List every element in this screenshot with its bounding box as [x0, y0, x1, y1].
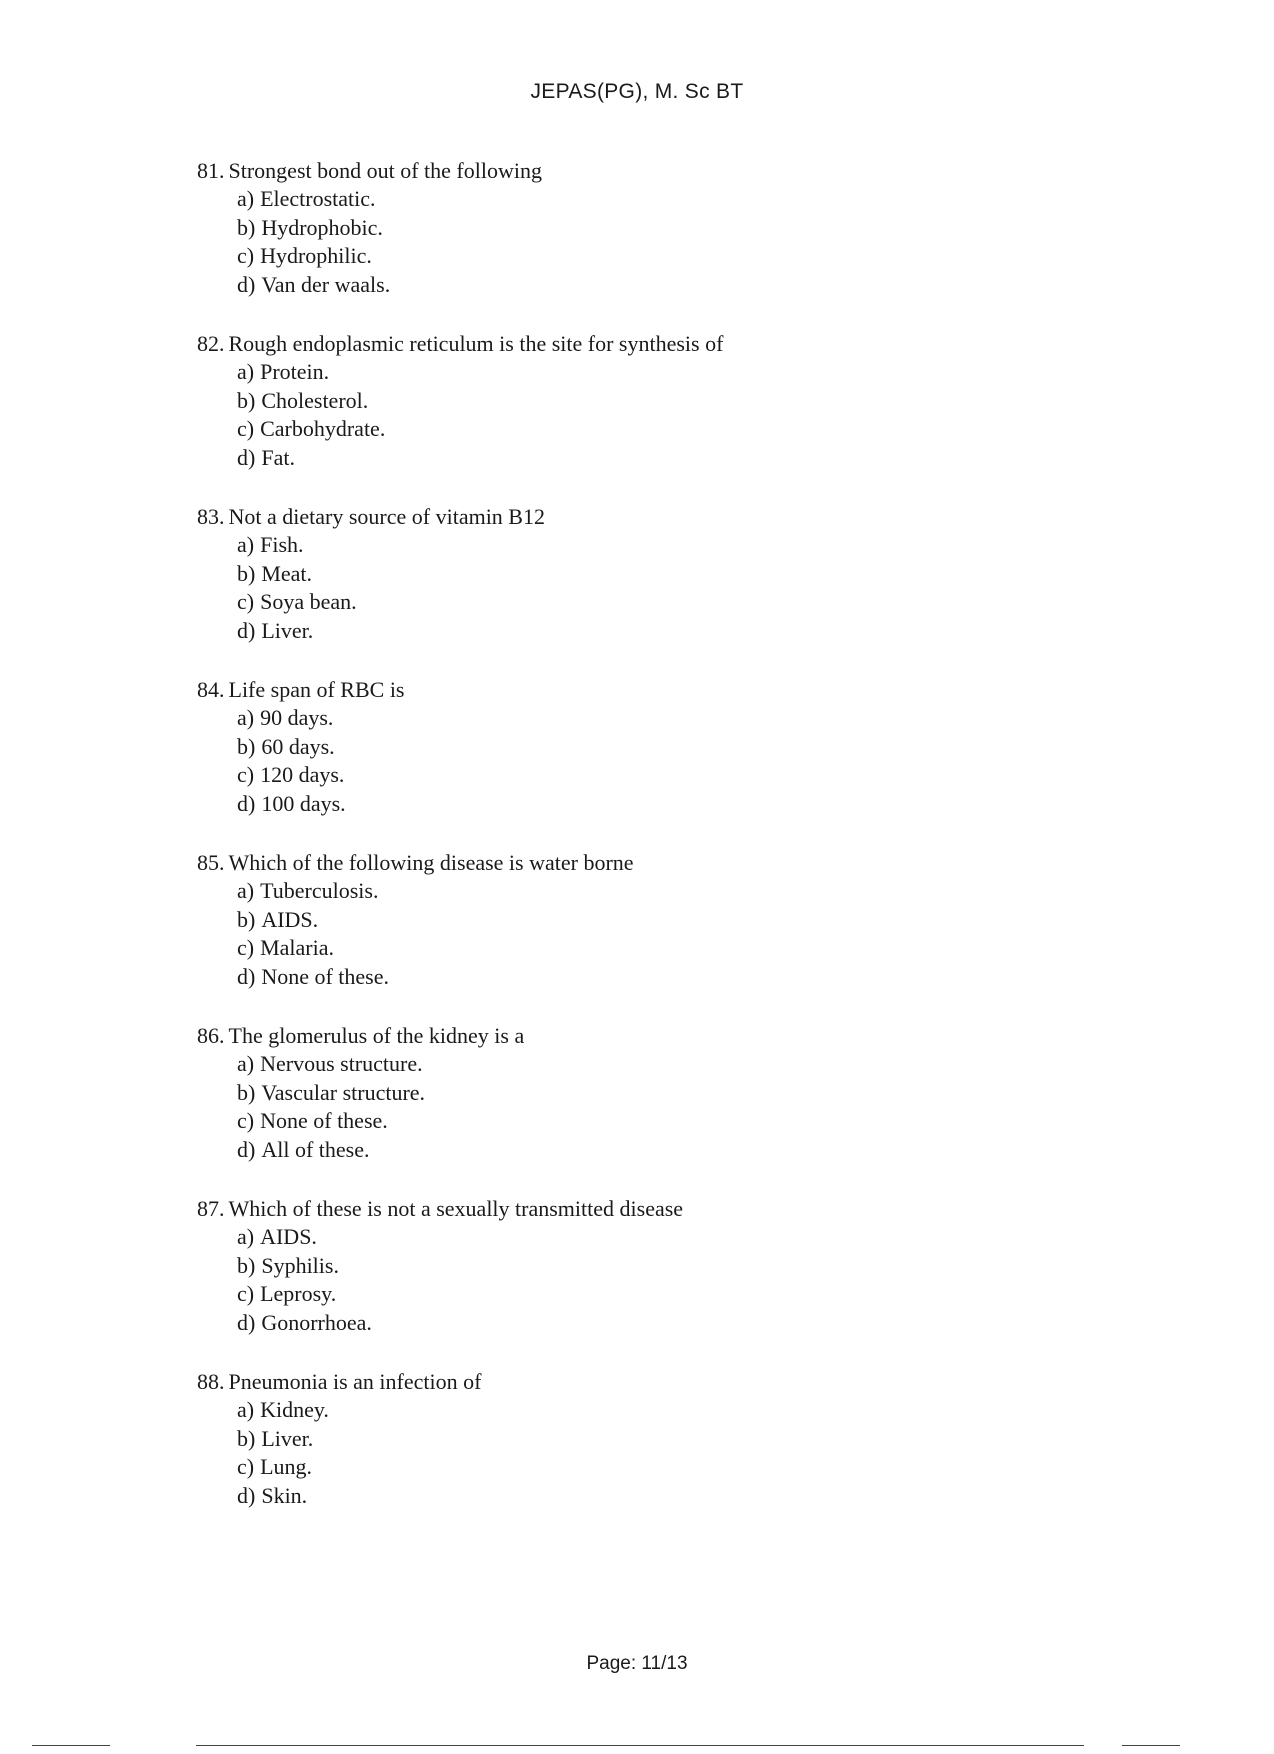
option-text: Meat.	[261, 560, 313, 586]
option-letter: a)	[237, 532, 255, 557]
option-letter: d)	[237, 963, 256, 989]
option-text: Nervous structure.	[260, 1051, 423, 1076]
question-number: 85.	[197, 850, 225, 875]
option-letter: d)	[237, 1482, 256, 1508]
question-text: Pneumonia is an infection of	[228, 1369, 482, 1394]
scan-edge-rule-right	[1122, 1745, 1180, 1746]
option-letter: c)	[237, 243, 255, 268]
option-letter: d)	[237, 444, 256, 470]
question-stem	[197, 1021, 1097, 1050]
scan-edge-rule-left	[32, 1745, 110, 1746]
option-letter: d)	[237, 617, 256, 643]
option-b	[197, 733, 1097, 762]
option-a	[197, 185, 1097, 214]
option-d	[197, 1482, 1097, 1511]
option-letter: d)	[237, 1309, 256, 1335]
option-d	[197, 617, 1097, 646]
question-text: Rough endoplasmic reticulum is the site for synthesis of	[228, 331, 724, 356]
question-number: 83.	[197, 504, 225, 529]
option-letter: c)	[237, 416, 255, 441]
option-a	[197, 877, 1097, 906]
option-letter: d)	[237, 790, 256, 816]
option-text: None of these.	[261, 963, 390, 989]
question-stem	[197, 502, 1097, 531]
option-c	[197, 588, 1097, 617]
option-d	[197, 790, 1097, 819]
option-text: AIDS.	[261, 906, 319, 932]
option-text: Carbohydrate.	[260, 416, 386, 441]
option-a	[197, 704, 1097, 733]
option-letter: a)	[237, 186, 255, 211]
option-letter: b)	[237, 387, 256, 413]
option-text: Cholesterol.	[261, 387, 369, 413]
option-text: Tuberculosis.	[260, 878, 379, 903]
option-letter: a)	[237, 705, 255, 730]
option-d	[197, 963, 1097, 992]
option-text: Leprosy.	[260, 1281, 337, 1306]
question-list	[197, 156, 1097, 1540]
option-text: All of these.	[261, 1136, 370, 1162]
question-text: Strongest bond out of the following	[228, 158, 542, 183]
option-c	[197, 242, 1097, 271]
option-b	[197, 906, 1097, 935]
question-number: 82.	[197, 331, 225, 356]
option-text: Hydrophilic.	[260, 243, 372, 268]
option-letter: c)	[237, 762, 255, 787]
option-c	[197, 761, 1097, 790]
option-letter: b)	[237, 560, 256, 586]
option-letter: b)	[237, 906, 256, 932]
option-c	[197, 415, 1097, 444]
option-text: Kidney.	[260, 1397, 329, 1422]
option-text: Skin.	[261, 1482, 308, 1508]
option-text: 90 days.	[260, 705, 334, 730]
question-number: 81.	[197, 158, 225, 183]
option-text: 60 days.	[261, 733, 335, 759]
question-stem	[197, 329, 1097, 358]
option-letter: a)	[237, 1224, 255, 1249]
option-d	[197, 1309, 1097, 1338]
option-text: Vascular structure.	[261, 1079, 426, 1105]
option-letter: b)	[237, 214, 256, 240]
question-83	[197, 502, 1097, 675]
scan-edge-rule-center	[196, 1745, 1084, 1746]
option-d	[197, 271, 1097, 300]
option-b	[197, 214, 1097, 243]
question-stem	[197, 1194, 1097, 1223]
option-a	[197, 1396, 1097, 1425]
question-86	[197, 1021, 1097, 1194]
option-text: Malaria.	[260, 935, 334, 960]
option-b	[197, 560, 1097, 589]
option-text: Fish.	[260, 532, 304, 557]
question-number: 86.	[197, 1023, 225, 1048]
option-a	[197, 1050, 1097, 1079]
option-text: Protein.	[260, 359, 330, 384]
option-d	[197, 444, 1097, 473]
page-number: Page: 11/13	[586, 1653, 688, 1674]
option-d	[197, 1136, 1097, 1165]
option-letter: d)	[237, 1136, 256, 1162]
option-a	[197, 358, 1097, 387]
option-letter: d)	[237, 271, 256, 297]
option-c	[197, 1280, 1097, 1309]
option-c	[197, 1107, 1097, 1136]
option-text: Gonorrhoea.	[261, 1309, 372, 1335]
option-letter: b)	[237, 1425, 256, 1451]
option-text: None of these.	[260, 1108, 388, 1133]
page-header: JEPAS(PG), M. Sc BT	[530, 80, 744, 103]
option-text: Fat.	[261, 444, 295, 470]
option-b	[197, 1252, 1097, 1281]
question-stem	[197, 848, 1097, 877]
option-letter: b)	[237, 1079, 256, 1105]
option-b	[197, 1425, 1097, 1454]
option-text: Syphilis.	[261, 1252, 339, 1278]
option-letter: a)	[237, 878, 255, 903]
option-b	[197, 387, 1097, 416]
option-text: 100 days.	[261, 790, 346, 816]
option-b	[197, 1079, 1097, 1108]
question-text: Not a dietary source of vitamin B12	[228, 504, 545, 529]
option-text: Liver.	[261, 1425, 314, 1451]
option-text: Lung.	[260, 1454, 313, 1479]
option-c	[197, 934, 1097, 963]
question-number: 88.	[197, 1369, 225, 1394]
question-text: Life span of RBC is	[228, 677, 405, 702]
question-87	[197, 1194, 1097, 1367]
option-c	[197, 1453, 1097, 1482]
question-text: The glomerulus of the kidney is a	[228, 1023, 525, 1048]
option-a	[197, 531, 1097, 560]
option-letter: c)	[237, 935, 255, 960]
option-text: Soya bean.	[260, 589, 357, 614]
option-text: AIDS.	[260, 1224, 317, 1249]
option-letter: a)	[237, 1051, 255, 1076]
option-text: Liver.	[261, 617, 314, 643]
question-text: Which of these is not a sexually transmitted disease	[228, 1196, 684, 1221]
option-text: Electrostatic.	[260, 186, 376, 211]
question-stem	[197, 1367, 1097, 1396]
question-85	[197, 848, 1097, 1021]
option-text: Hydrophobic.	[261, 214, 383, 240]
option-a	[197, 1223, 1097, 1252]
question-stem	[197, 675, 1097, 704]
option-text: 120 days.	[260, 762, 345, 787]
option-letter: a)	[237, 359, 255, 384]
question-84	[197, 675, 1097, 848]
option-letter: c)	[237, 589, 255, 614]
option-letter: c)	[237, 1108, 255, 1133]
question-stem	[197, 156, 1097, 185]
option-letter: a)	[237, 1397, 255, 1422]
option-letter: c)	[237, 1281, 255, 1306]
question-text: Which of the following disease is water borne	[228, 850, 634, 875]
question-82	[197, 329, 1097, 502]
question-number: 84.	[197, 677, 225, 702]
question-number: 87.	[197, 1196, 225, 1221]
question-81	[197, 156, 1097, 329]
option-letter: b)	[237, 733, 256, 759]
option-text: Van der waals.	[261, 271, 391, 297]
question-88	[197, 1367, 1097, 1540]
option-letter: b)	[237, 1252, 256, 1278]
option-letter: c)	[237, 1454, 255, 1479]
